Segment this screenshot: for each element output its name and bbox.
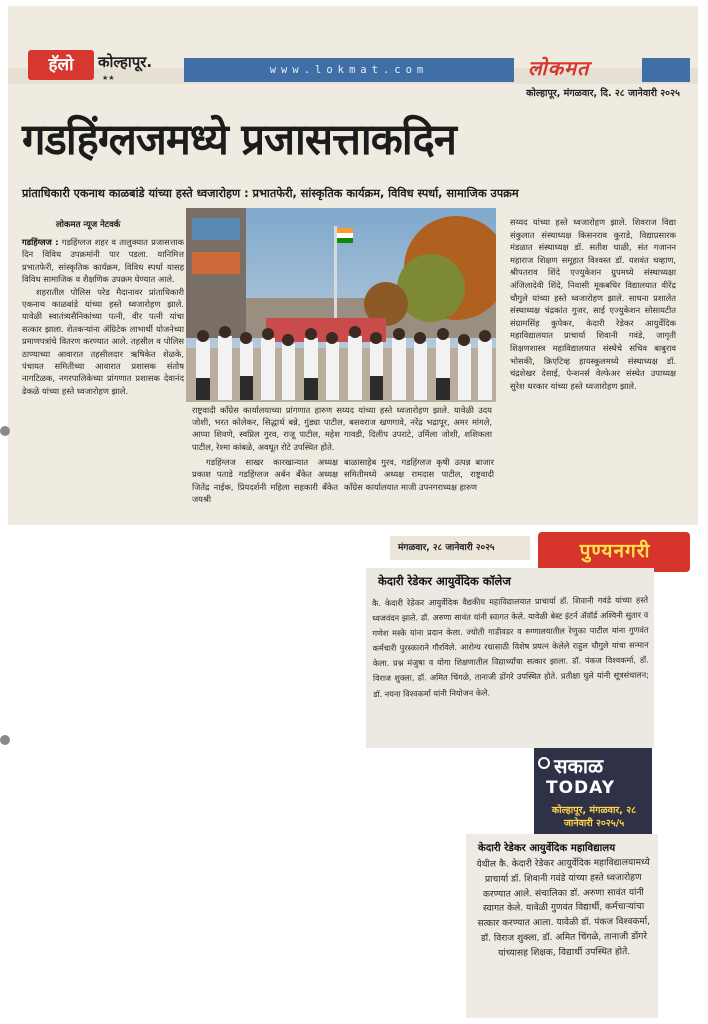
masthead-bar-end bbox=[642, 58, 690, 82]
hello-logo-stars: ★★ bbox=[102, 74, 115, 82]
sakal-edition: TODAY bbox=[546, 778, 615, 798]
dateline: कोल्हापूर, मंगळवार, दि. २८ जानेवारी २०२५ bbox=[526, 88, 680, 99]
article-paragraph: शहरातील पोलिस परेड मैदानावर प्रांताधिकारी एकनाथ काळबांडे यांच्या हस्ते ध्वजारोहण झाले. यावेळी स्वातंत्र्यसैनिकांच्या पत्नी, वीर पत्नी यांचा सत्कार झाला. शेतकऱ्यांना ॲग्रिटेक लाभार्थी योजनेच्या प्रमाणपत्रांचे वितरण करण्यात आले. तहसील व पोलिस ठाण्याच्या आवारात तहसीलदार ऋषिकेत शेळके, पंचायत समितीच्या आवारात प्रशासक संतोष नागटिळक, नगरपालिकेच्या प्रांगणात प्रशासक देवानंद ढेकळे यांच्या हस्ते ध्वजारोहण झाले. bbox=[22, 286, 184, 396]
dateline-lead: गडहिंग्लज : bbox=[22, 237, 59, 247]
hello-kolhapur-logo bbox=[28, 46, 184, 84]
sakal-date: कोल्हापूर, मंगळवार, २८ जानेवारी २०२५/५ bbox=[551, 805, 637, 829]
hello-logo-badge: हॅलो bbox=[28, 50, 94, 80]
article-column-2b bbox=[344, 456, 494, 493]
punyanagari-logo-text: पुण्यनगरी bbox=[579, 540, 651, 562]
sakal-body bbox=[472, 856, 655, 962]
photo-caption bbox=[192, 404, 492, 453]
sakal-logo-icon bbox=[538, 757, 550, 769]
article-paragraph: कै. केदारी रेडेकर आयुर्वेदिक वैद्यकीय महाविद्यालयात प्राचार्या डॉ. शिवानी गवंडे यांच्या हस्ते ध्वजवंदन झाले. डॉ. अरुणा सावंत यांनी स्वागत केले. यावेळी बेस्ट इंटर्न ॲवॉर्ड अश्विनी सुतार व गणेश मस्के यांना प्रदान केला. ज्योती गाडीवडर व रुग्णालयातील रेणुका पाटील यांना गुणवंत कर्मचारी पुरस्काराने गौरविले. आरोग्य रथासाठी विशेष प्रयत्न केलेले राहुल चौगुले यांचा सन्मान केला. प्रश्न मंजुषा व योगा शिक्षणातील विद्यार्थ्यांचा सत्कार झाला. डॉ. पंकज विश्वकर्मा, डॉ. विराज शुक्ला, डॉ. अमित चिंगळे, तानाजी डोंगरे उपस्थित होते. प्रतीक्षा घुले यांनी सूत्रसंचालन; डॉ. नयना विश्वकर्मा यांनी नियोजन केले. bbox=[372, 594, 650, 699]
article-paragraph: येथील कै. केदारी रेडेकर आयुर्वेदिक महाविद्यालयामध्ये प्राचार्या डॉ. शिवानी गवंडे यांच्या हस्ते ध्वजारोहण करण्यात आले. संचालिका डॉ. अरुणा सावंत यांनी स्वागत केले. यावेळी गुणवंत विद्यार्थी, कर्मचाऱ्यांचा सत्कार करण्यात आला. यावेळी डॉ. पंकज विश्वकर्मा, डॉ. विराज शुक्ला, डॉ. अमित चिंगळे, तानाजी डोंगरे यांच्यासह शिक्षक, विद्यार्थी उपस्थित होते. bbox=[476, 857, 651, 959]
article-paragraph: गडहिंग्लज साखर कारखान्यात अध्यक्ष प्रकाश पताडे गडहिंग्लज अर्बन बँकेत अध्यक्ष जितेंद्र नाईक, प्रियदर्शनी महिला सहकारी बँकेत जयश्री bbox=[192, 457, 338, 505]
lokmat-logo: लोकमत bbox=[528, 56, 590, 80]
binder-hole bbox=[0, 735, 10, 745]
byline: लोकमत न्यूज नेटवर्क bbox=[56, 220, 121, 230]
website-url: www.lokmat.com bbox=[184, 58, 514, 82]
caption-text: राष्ट्रवादी काँग्रेस कार्यालयाच्या प्रांगणात हारुण सय्यद यांच्या हस्ते ध्वजारोहण झाले. यावेळी उदय जोशी, भरत कोलेकर, सिद्धार्थ बन्ने, गुंड्या पाटील, बसवराज खणगावे, नरेंद्र भद्रापूर, अमर मांगले, आप्पा शिवणे, स्वप्निल गुरव, राजू पाटील, महेश गावडी, दिलीप उपराटे, उर्मिला जोशी, शशिकला पाटील, रेश्मा कांबळे, अवधूत रोटे उपस्थित होते. bbox=[192, 405, 492, 452]
sakal-title: केदारी रेडेकर आयुर्वेदिक महाविद्यालय bbox=[478, 843, 616, 854]
binder-hole bbox=[0, 426, 10, 436]
article-column-3 bbox=[510, 216, 676, 392]
punyanagari-date: मंगळवार, २८ जानेवारी २०२५ bbox=[390, 536, 530, 560]
punyanagari-title: केदारी रेडेकर आयुर्वेदिक कॉलेज bbox=[378, 574, 511, 588]
subheadline: प्रांताधिकारी एकनाथ काळबांडे यांच्या हस्ते ध्वजारोहण : प्रभातफेरी, सांस्कृतिक कार्यक्रम, विविध स्पर्धा, सामाजिक उपक्रम bbox=[22, 187, 519, 200]
flag-hoisting-photo bbox=[186, 208, 496, 402]
photo-illustration bbox=[186, 208, 496, 402]
article-column-1 bbox=[22, 236, 184, 397]
article-paragraph: बाळासाहेब गुरव, गडहिंग्लज कृषी उत्पन्न बाजार समितीमध्ये अध्यक्ष रामदास पाटील, राष्ट्रवादी काँग्रेस कार्यालयात माजी उपनगराध्यक्ष हारुण bbox=[344, 457, 494, 492]
article-paragraph: सय्यद यांच्या हस्ते ध्वजारोहण झाले. शिवराज विद्या संकुलात संस्थाध्यक्ष किसनराव कुराडे, विद्याप्रसारक मंडळात संस्थाध्यक्ष डॉ. सतीश घाळी, संत गजानन महाराज शिक्षण समूहात विश्वस्त डॉ. यशवंत चव्हाण, श्रीपतराव शिंदे एज्युकेशन ग्रुपमध्ये संस्थाध्यक्षा अंजिलादेवी शिंदे, निवासी मूकबधिर विद्यालयात वीरेंद्र चौगुले यांच्या हस्ते ध्वजारोहण झाले. साधना प्रशालेत संस्थाध्यक्ष चंद्रकांत गुजर, साई एज्युकेशन सोसायटीत संग्रामसिंह कुपेकर, केदारी रेडेकर आयुर्वेदिक महाविद्यालयात प्राचार्या शिवानी गवंडे, जागृती शिक्षणशास्त्र महाविद्यालयात संस्थेचे सचिव बाबुराव भोसकी, क्रिएटिव्ह हायस्कूलमध्ये संस्थाध्यक्ष डॉ. चंद्रशेखर देसाई, पेन्शनर्स वेल्फेअर संस्थेत उपाध्यक्ष सुरेश थरकार यांच्या हस्ते ध्वजारोहण झाले. bbox=[510, 217, 676, 391]
headline: गडहिंग्लजमध्ये प्रजासत्ताकदिन bbox=[22, 115, 456, 165]
hello-logo-city: कोल्हापूर. bbox=[98, 53, 153, 71]
sakal-logo: सकाळ bbox=[554, 754, 604, 778]
paragraph-text: गडहिंग्लज शहर व तालुक्यात प्रजासत्ताक दिन विविध उपक्रमांनी पार पडला. यानिमित्त प्रभातफेरी, सांस्कृतिक कार्यक्रम, विविध स्पर्धा यासह विविध सामाजिक व शैक्षणिक उपक्रम घेण्यात आले. bbox=[22, 237, 184, 285]
article-paragraph bbox=[22, 236, 184, 286]
article-column-2a bbox=[192, 456, 338, 506]
punyanagari-body bbox=[372, 593, 649, 702]
